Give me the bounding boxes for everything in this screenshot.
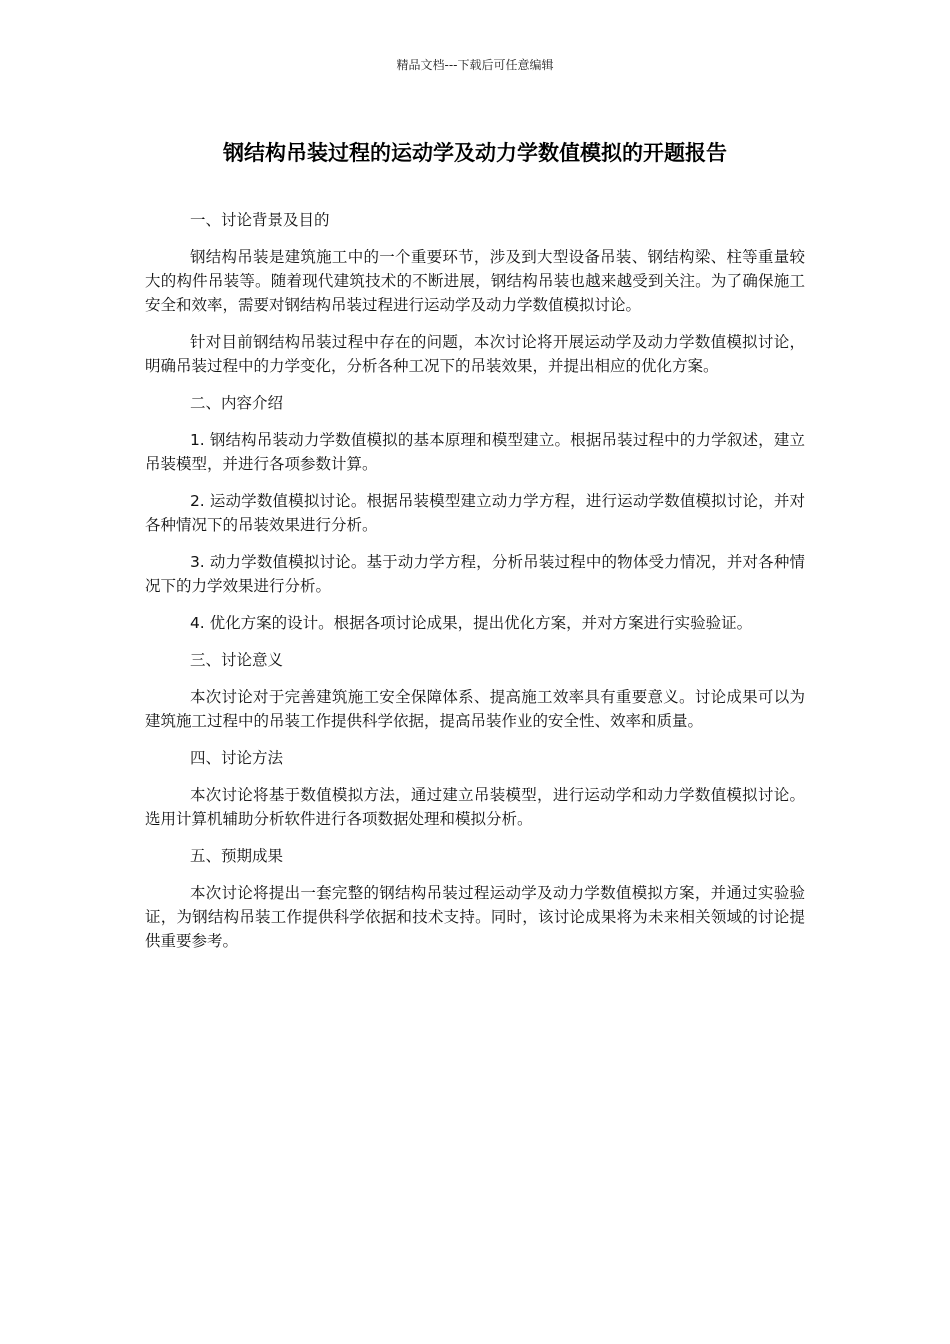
list-item: 4. 优化方案的设计。根据各项讨论成果，提出优化方案，并对方案进行实验验证。	[189, 614, 753, 632]
paragraph: 本次讨论将基于数值模拟方法，通过建立吊装模型，进行运动学和动力学数值模拟讨论。选用计算机辅助分析软件进行各项数据处理和模拟分析。	[145, 786, 805, 828]
section-heading: 二、内容介绍	[189, 394, 283, 412]
section-heading: 三、讨论意义	[189, 651, 283, 669]
list-item: 1. 钢结构吊装动力学数值模拟的基本原理和模型建立。根据吊装过程中的力学叙述，建立吊装模型，并进行各项参数计算。	[145, 431, 805, 473]
document-title: 钢结构吊装过程的运动学及动力学数值模拟的开题报告	[223, 141, 727, 165]
section-heading: 五、预期成果	[189, 847, 283, 865]
paragraph: 本次讨论将提出一套完整的钢结构吊装过程运动学及动力学数值模拟方案，并通过实验验证，为钢结构吊装工作提供科学依据和技术支持。同时，该讨论成果将为未来相关领域的讨论提供重要参考。	[145, 884, 805, 950]
list-item: 3. 动力学数值模拟讨论。基于动力学方程，分析吊装过程中的物体受力情况，并对各种情况下的力学效果进行分析。	[145, 553, 805, 595]
section-heading: 四、讨论方法	[189, 749, 283, 767]
document-body	[145, 208, 805, 966]
paragraph: 钢结构吊装是建筑施工中的一个重要环节，涉及到大型设备吊装、钢结构梁、柱等重量较大的构件吊装等。随着现代建筑技术的不断进展，钢结构吊装也越来越受到关注。为了确保施工安全和效率，需要对钢结构吊装过程进行运动学及动力学数值模拟讨论。	[145, 248, 805, 314]
section-heading: 一、讨论背景及目的	[189, 211, 330, 229]
paragraph: 针对目前钢结构吊装过程中存在的问题，本次讨论将开展运动学及动力学数值模拟讨论，明确吊装过程中的力学变化，分析各种工况下的吊装效果，并提出相应的优化方案。	[145, 333, 805, 375]
page-header: 精品文档---下载后可任意编辑	[396, 58, 554, 72]
list-item: 2. 运动学数值模拟讨论。根据吊装模型建立动力学方程，进行运动学数值模拟讨论，并对各种情况下的吊装效果进行分析。	[145, 492, 805, 534]
paragraph: 本次讨论对于完善建筑施工安全保障体系、提高施工效率具有重要意义。讨论成果可以为建筑施工过程中的吊装工作提供科学依据，提高吊装作业的安全性、效率和质量。	[145, 688, 805, 730]
